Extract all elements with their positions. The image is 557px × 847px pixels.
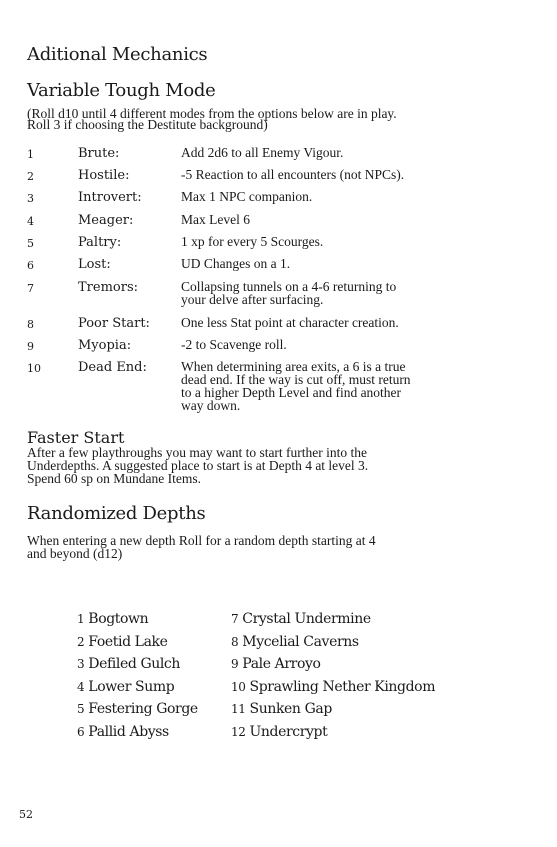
page-number: 52 — [19, 808, 33, 821]
mode-description: Collapsing tunnels on a 4-6 returning to your delve after surfacing. — [181, 279, 397, 307]
variable-tough-intro — [27, 108, 487, 130]
mode-description: -5 Reaction to all encounters (not NPCs). — [181, 167, 405, 182]
mode-name: Lost: — [78, 257, 111, 272]
depth-list-left — [77, 611, 198, 746]
mode-name: Meager: — [78, 213, 134, 228]
randomized-depths-intro — [27, 534, 467, 560]
depth-item — [231, 724, 435, 747]
randomized-depths-heading: Randomized Depths — [27, 503, 206, 524]
row-number: 7 — [27, 282, 34, 295]
depth-name: Festering Gorge — [84, 701, 198, 717]
faster-start-heading: Faster Start — [27, 428, 125, 447]
text-line: Underdepths. A suggested place to start is at Depth 4 at level 3. — [27, 458, 369, 473]
mode-name: Hostile: — [78, 168, 130, 183]
mode-name: Brute: — [78, 146, 120, 161]
depth-name: Bogtown — [84, 611, 149, 627]
depth-item — [77, 656, 198, 679]
depth-number: 7 — [231, 612, 239, 626]
mode-description: Add 2d6 to all Enemy Vigour. — [181, 145, 344, 160]
depth-name: Lower Sump — [84, 678, 175, 695]
depth-number: 2 — [77, 634, 85, 649]
depth-item — [231, 679, 435, 702]
row-number: 2 — [27, 170, 34, 183]
depth-name: Sprawling Nether Kingdom — [245, 678, 436, 695]
depth-number: 5 — [77, 702, 85, 716]
mode-name: Myopia: — [78, 338, 132, 353]
depth-name: Mycelial Caverns — [238, 633, 359, 650]
row-number: 6 — [27, 259, 34, 272]
row-number: 4 — [27, 215, 34, 228]
row-number: 10 — [27, 362, 41, 375]
depth-item — [77, 634, 198, 657]
depth-item — [77, 701, 198, 724]
text-line: After a few playthroughs you may want to start further into the — [27, 445, 368, 460]
depth-name: Pallid Abyss — [84, 723, 169, 740]
mode-description: When determining area exits, a 6 is a true dead end. If the way is cut off, must return to a higher Depth Level and find another way down. — [181, 359, 411, 413]
row-number: 8 — [27, 318, 34, 331]
depth-number: 1 — [77, 612, 85, 626]
faster-start-text — [27, 446, 457, 485]
depth-number: 4 — [77, 679, 85, 694]
depth-number: 11 — [231, 702, 246, 716]
intro-line: Roll 3 if choosing the Destitute background) — [27, 117, 268, 132]
depth-name: Sunken Gap — [245, 701, 332, 717]
depth-item — [231, 611, 435, 634]
row-number: 5 — [27, 237, 34, 250]
depth-number: 12 — [231, 724, 246, 739]
mode-description: Max 1 NPC companion. — [181, 189, 313, 204]
mode-description: One less Stat point at character creation. — [181, 315, 399, 330]
mode-description: UD Changes on a 1. — [181, 256, 291, 271]
page-title: Aditional Mechanics — [27, 44, 208, 65]
mode-description: Max Level 6 — [181, 212, 250, 227]
depth-name: Pale Arroyo — [238, 656, 321, 672]
depth-name: Defiled Gulch — [84, 656, 180, 672]
variable-tough-heading: Variable Tough Mode — [27, 80, 216, 101]
depth-name: Foetid Lake — [84, 633, 168, 650]
row-number: 1 — [27, 148, 34, 161]
depth-item — [77, 679, 198, 702]
depth-number: 6 — [77, 724, 85, 739]
depth-item — [231, 634, 435, 657]
row-number: 3 — [27, 192, 34, 205]
depth-name: Crystal Undermine — [238, 611, 371, 627]
mode-name: Paltry: — [78, 235, 122, 250]
depth-number: 8 — [231, 634, 239, 649]
depth-name: Undercrypt — [245, 723, 328, 740]
depth-item — [77, 611, 198, 634]
mode-name: Dead End: — [78, 360, 147, 375]
depth-item — [231, 701, 435, 724]
depth-item — [77, 724, 198, 747]
intro-line: (Roll d10 until 4 different modes from the options below are in play. — [27, 106, 397, 121]
mode-name: Poor Start: — [78, 316, 150, 331]
depth-number: 3 — [77, 657, 85, 671]
depth-item — [231, 656, 435, 679]
mode-name: Introvert: — [78, 190, 142, 205]
mode-description: 1 xp for every 5 Scourges. — [181, 234, 324, 249]
text-line: Spend 60 sp on Mundane Items. — [27, 471, 201, 486]
text-line: When entering a new depth Roll for a random depth starting at 4 — [27, 533, 376, 548]
depth-list-right — [231, 611, 435, 746]
text-line: and beyond (d12) — [27, 546, 123, 561]
depth-number: 10 — [231, 679, 246, 694]
depth-number: 9 — [231, 657, 239, 671]
mode-description: -2 to Scavenge roll. — [181, 337, 287, 352]
row-number: 9 — [27, 340, 34, 353]
mode-name: Tremors: — [78, 280, 138, 295]
